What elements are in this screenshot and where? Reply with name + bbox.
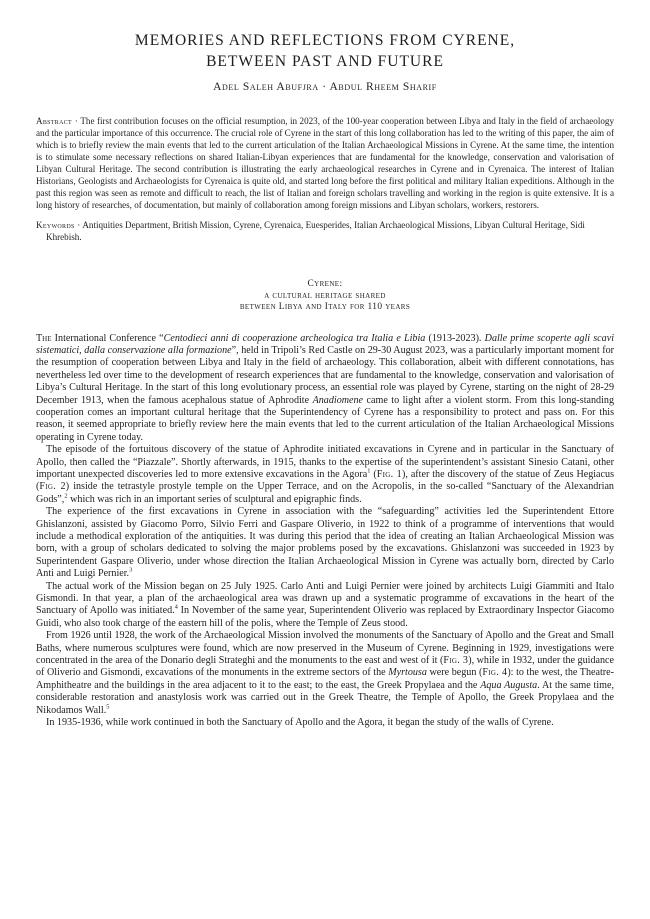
- paragraph-6: [36, 717, 614, 729]
- paragraph-text: (: [370, 468, 377, 480]
- article-title: [36, 30, 614, 72]
- section-heading-line-3: between Libya and Italy for 110 years: [239, 302, 411, 312]
- paragraph-text: . At the same time, considerable restoration and anastylosis work was carried out in the Greek Theatre, the Temple of Apollo, the Greek Propylaea and the Nikodamos Wall.: [36, 679, 614, 716]
- article-body: [36, 333, 614, 730]
- paragraph-text: which was rich in an important series of sculptural and epigraphic finds.: [67, 493, 362, 505]
- paragraph-2: [36, 444, 614, 506]
- footnote-ref-4[interactable]: 4: [174, 604, 178, 612]
- paragraph-text: The experience of the first excavations in Cyrene in association with the “safeguarding” activities led the Superintendent Ettore Ghislanzoni, assisted by Giacomo Porro, Silvio Ferri and Gaspare Oliverio, in 1922 to think of a programme of interventions that would include a methodical exploration of the antiquities. It was during this period that the idea of creating an Italian Archaeological Mission was born, with a group of scholars dedicated to solving the major problems posed by the excavations. Ghislanzoni was succeeded in 1923 by Superintendent Gaspare Oliverio, under whose direction the Italian Archaeological Mission in Cyrene was actually born, directed by Carlo Anti and Luigi Pernier.: [36, 506, 614, 580]
- paragraph-text: ): to the west, the Theatre-Amphitheatre and the buildings in the area adjacent to it to the east; to the east, the Greek Propylaea and the: [36, 667, 614, 691]
- paragraph-text: In 1935-1936, while work continued in both the Sanctuary of Apollo and the Agora, it began the study of the walls of Cyrene.: [46, 717, 554, 729]
- footnote-ref-2[interactable]: 2: [64, 492, 68, 500]
- figure-ref-2[interactable]: Fig. 2: [39, 481, 66, 493]
- paragraph-text: ), after the discovery of the statue of Zeus Hegiacus (: [36, 468, 614, 493]
- paragraph-1: [36, 333, 614, 445]
- paragraph-text: came to light after a violent storm. From this long-standing cooperation comes an important cultural heritage that the Superintendency of Cyrene has a responsibility to protect and pass on. For this reason, it seemed appropriate to briefly review here the main events that led to the current articulation of the Italian Archaeological Missions operating in Cyrene today.: [36, 394, 614, 443]
- section-heading: [36, 279, 614, 314]
- section-heading-line-2: a cultural heritage shared: [264, 290, 386, 301]
- paragraph-text: ), while in 1932, under the guidance of Oliverio and Gismondi, excavations of the monuments in the extreme sectors of the: [36, 655, 614, 679]
- article-authors: Adel Saleh Abufjra · Abdul Rheem Sharif: [213, 81, 437, 93]
- paragraph-3: [36, 506, 614, 580]
- italic-term: Myrtousa: [388, 667, 427, 679]
- abstract-label: Abstract ·: [36, 116, 79, 126]
- footnote-ref-5[interactable]: 5: [106, 703, 110, 711]
- paragraph-text: ) inside the tetrastyle prostyle temple on the Upper Terrace, and on the Acropolis, in the so-called “Sanctuary of the Alexandrian Gods”,: [36, 481, 614, 505]
- figure-ref-3[interactable]: Fig. 3: [443, 655, 469, 667]
- paragraph-text: The episode of the fortuitous discovery of the statue of Aphrodite initiated excavations in Cyrene and in particular in the Sanctuary of Apollo, then called the “Piazzale”. Shortly afterwards, in 1915, thanks to the expertise of the superintendent’s assistant Sinesio Catani, other important unexpected discoveries led to more extensive excavations in the Agora: [36, 444, 614, 480]
- conference-subtitle-italic: Dalle prime scoperte agli scavi sistematici, dalla conservazione alla formazione: [36, 332, 614, 356]
- italic-term: Aqua Augusta: [480, 679, 538, 691]
- keywords-label: Keywords ·: [36, 220, 81, 230]
- keywords: [36, 219, 614, 243]
- italic-term: Anadiomene: [312, 394, 364, 406]
- paragraph-text: From 1926 until 1928, the work of the Archaeological Mission involved the monuments of the Sanctuary of Apollo and the Great and Small Baths, where numerous sculptures were found, which are now preserved in the Museum of Cyrene. Beginning in 1929, investigations were concentrated in the area of the Donario degli Strateghi and the monuments to the east and west of it (: [36, 630, 614, 667]
- keywords-text: Antiquities Department, British Mission, Cyrene, Cyrenaica, Euesperides, Italian Archaeological Missions, Libyan Cultural Heritage, Sidi Khrebish.: [46, 220, 585, 242]
- footnote-ref-1[interactable]: 1: [367, 467, 371, 475]
- paragraph-text: ”, held in Tripoli’s Red Castle on 29-30 August 2023, was a particularly important moment for the resumption of cooperation between Libya and Italy in the field of archaeology. This collaboration, albeit with different connotations, has nevertheless led over time to the development of research experiences that are fundamental to the knowledge, conservation and valorisation of Libya’s Cultural Heritage. In the start of this long evolutionary process, an essential role was played by Cyrene, starting on the night of 28-29 December 1913, when the famous acephalous statue of Aphrodite: [36, 344, 614, 406]
- footnote-ref-3[interactable]: 3: [129, 566, 133, 574]
- abstract: [36, 115, 614, 211]
- paragraph-text: The actual work of the Mission began on 25 July 1925. Carlo Anti and Luigi Pernier were joined by architects Luigi Giammiti and Italo Gismondi. In that year, a plan of the archaeological area was drawn up and a systematic programme of excavations in the heart of the Sanctuary of Apollo was initiated.: [36, 580, 614, 617]
- paragraph-text: were begun (: [426, 667, 483, 679]
- paragraph-4: [36, 581, 614, 631]
- paragraph-lead-word: The: [36, 332, 52, 344]
- paragraph-text: In November of the same year, Superintendent Oliverio was replaced by Extraordinary Inspector Giacomo Guidi, who also took charge of the eastern hill of the polis, where the Temple of Zeus stood.: [36, 605, 614, 629]
- section-heading-line-1: Cyrene:: [307, 279, 343, 289]
- conference-title-italic: Centodieci anni di cooperazione archeologica tra Italia e Libia: [163, 332, 426, 344]
- paragraph-text: International Conference “: [51, 332, 164, 344]
- figure-ref-4[interactable]: Fig. 4: [482, 667, 508, 679]
- article-title-line-1: MEMORIES AND REFLECTIONS FROM CYRENE,: [134, 32, 516, 49]
- paragraph-text: (1913-2023).: [425, 332, 485, 344]
- paragraph-5: [36, 630, 614, 717]
- figure-ref-1[interactable]: Fig. 1: [376, 468, 403, 480]
- article-title-line-2: BETWEEN PAST AND FUTURE: [206, 53, 444, 70]
- abstract-text: The first contribution focuses on the official resumption, in 2023, of the 100-year cooperation between Libya and Italy in the field of archaeology and the particular importance of this occurrence. The crucial role of Cyrene in the start of this long collaboration has led to the writing of this paper, the aim of which is to briefly review the main events that led to the current articulation of the Italian Archaeological Missions in Cyrene. At the same time, the intention is to stimulate some necessary reflections on shared Italian-Libyan experiences that are fundamental for the knowledge, conservation and valorisation of Libyan Cultural Heritage. The second contribution is illustrating the early archaeological researches in Cyrene and in Cyrenaica. The interest of Italian Historians, Geologists and Archaeologists for Cyrenaica is quite old, and started long before the first political and military Italian expeditions. Although in the past this region was seen as remote and difficult to reach, the list of Italian and foreign scholars travelling and working in the region is quite extensive. It is a long history of researches, of documentation, but mainly of collaboration among foreign missions and Libyan scholars, workers, restorers.: [36, 116, 615, 210]
